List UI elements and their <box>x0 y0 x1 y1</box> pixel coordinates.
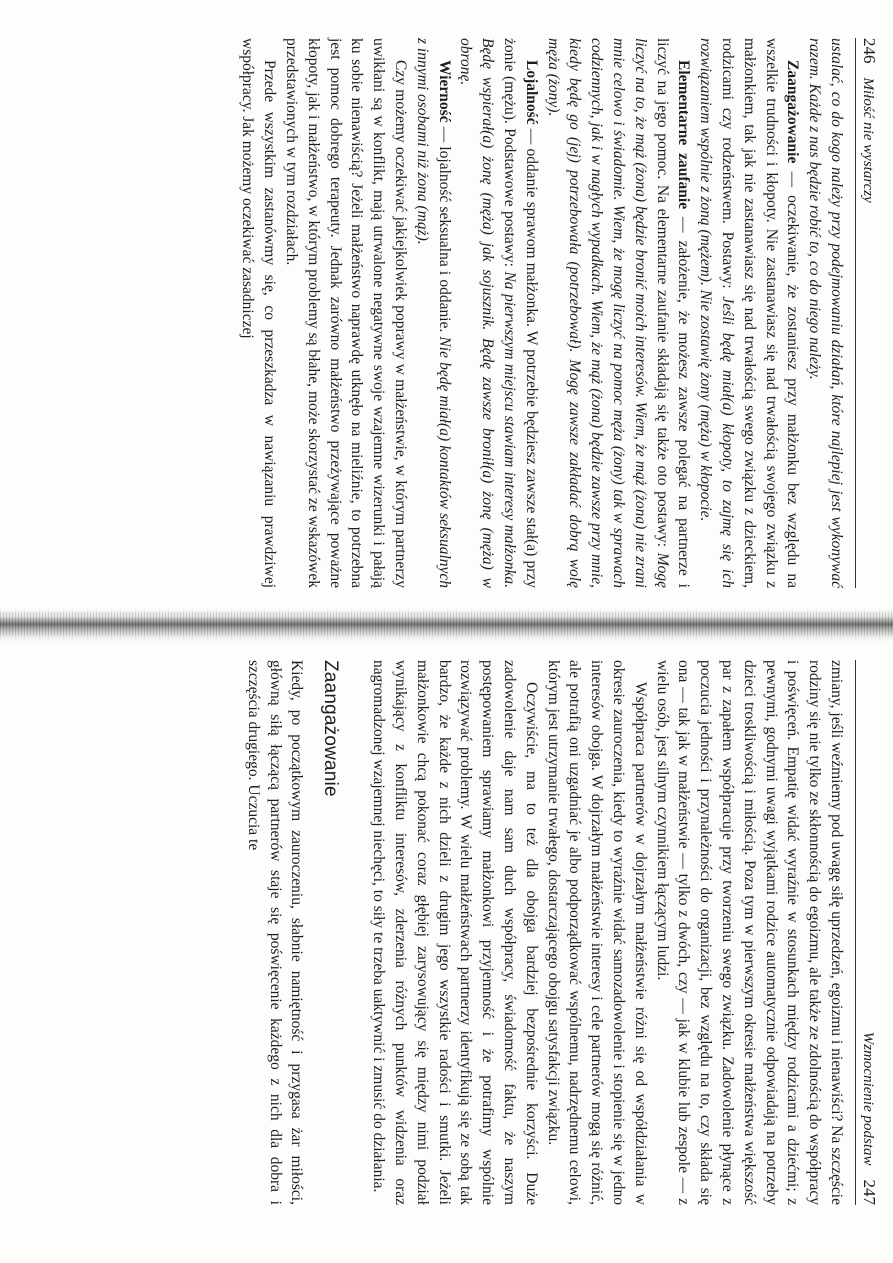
term-heading: Wierność <box>435 60 453 123</box>
paragraph <box>280 38 411 588</box>
paragraph <box>542 660 651 1205</box>
text-run: Nie będę miał(a) kontaktów seksualnych z innymi osobami niż żona (mąż). <box>413 38 453 589</box>
right-page-body <box>367 660 847 1205</box>
text-run: Kiedy, po początkowym zauroczeniu, słabnie namiętność i przygasa żar miłości, główną siłą łączącą partnerów staje się poświęcenie każdego z nich dla dobra i szczęścia drugiego. Uczucia te <box>244 660 306 1205</box>
term-heading: Zaangażowanie <box>784 60 802 164</box>
text-run: Jeśli będę miał(a) kłopoty, to zajmę się ich rozwiązaniem wspólnie z żoną (mężem). Nie zostawię żony (męża) w kłopocie. <box>697 38 737 588</box>
section-body <box>242 660 307 1205</box>
text-run: ustalać, co do kogo należy przy podejmowaniu działań, które najlepiej jest wykonywać razem. Każde z nas będzie robić to, co do niego należy. <box>806 38 845 588</box>
text-run: — oddanie sprawom małżonka. W potrzebie będziesz zawsze stał(a) przy żonie (mężu). Podstawowe postawy: <box>501 38 540 588</box>
text-run: Na pierwszym miejscu stawiam interesy małżonka. Będę wspierał(a) żonę (męża) jak sojusznik. Będę zawsze bronił(a) żonę (męża) w obronę. <box>457 38 519 588</box>
text-run: zmiany, jeśli weźmiemy pod uwagę siłę uprzedzeń, egoizmu i nienawiści? Na szczęście rodziny się nie tylko ze skłonnością do egoizmu, ale także ze zdolnością do współpracy i poświęceń. Empatię widać wyraźnie w stosunkach między rodzicami a dziećmi; z pewnymi, godnymi uwagi wyjątkami rodzice automatycznie odpowiadają na potrzeby dzieci troskliwością i miłością. Poza tym w pierwszym okresie małżeństwa większość par z zapałem współpracuje przy tworzeniu swego związku. Zadowolenie płynące z poczucia jedności i przynależności do organizacji, bez względu na to, czy składa się ona — tak jak w małżeństwie — tylko z dwóch, czy — jak w klubie lub zespole — z wielu osób, jest silnym czynnikiem łączącym ludzi. <box>653 660 845 1205</box>
term-heading: Lojalność <box>522 60 540 125</box>
page-number-left: 246 <box>860 38 879 64</box>
right-page <box>0 640 893 1263</box>
text-run: — założenie, że możesz zawsze polegać na partnerze i liczyć na jego pomoc. Na elementarne zaufanie składają się także oto postawy: <box>653 38 693 588</box>
section-heading: Zaangażowanie <box>320 660 342 797</box>
gutter-scan-noise <box>0 612 893 636</box>
page-number-right: 247 <box>860 1179 879 1205</box>
running-head-right <box>855 660 879 1205</box>
text-run: Mogę liczyć na to, że mąż (żona) będzie bronić moich interesów. Wiem, że mąż (żona) nie zrani mnie celowo i świadomie. Wiem, że mogę liczyć na pomoc męża (żony) tak w sprawach codziennych, jak i w nagłych wypadkach. Wiem, że mąż (żona) będzie zawsze przy mnie, kiedy będę go (jej) potrzebowała (potrzebował). Mogę zawsze zakładać dobrą wolę męża (żony). <box>544 38 671 588</box>
paragraph <box>651 660 847 1205</box>
text-run: Współpraca partnerów w dojrzałym małżeństwie różni się od współdziałania w okresie zauroczenia, kiedy to wyraźnie widać samozadowolenie i stopienie się w jedno interesów obojga. W dojrzałym małżeństwie interesy i cele partnerów mogą się różnić, ale potrafią oni uzgadniać je albo podporządkować wspólnemu, nadrzędnemu celowi, którym jest utrzymanie trwałego, dostarczającego obojgu satysfakcji związku. <box>544 660 649 1205</box>
paragraph <box>411 38 455 588</box>
paragraph <box>694 38 803 588</box>
left-page-body <box>237 38 847 588</box>
running-title-right: Wzmocnienie podstaw <box>860 1031 876 1166</box>
text-run: — oczekiwanie, że zostaniesz przy małżonku bez względu na wszelkie trudności i kłopoty. Nie zastanawiasz się nad trwałością swojego związku z małżonkiem, tak jak nie zastanawiasz się nad trwałością swego związku z dzieckiem, rodzicami czy rodzeństwem. Postawy: <box>719 38 802 588</box>
paragraph <box>455 38 542 588</box>
text-run: Oczywiście, ma to też dla obojga bardziej bezpośrednie korzyści. Duże zadowolenie daje nam sam duch współpracy, świadomość faktu, że naszym postępowaniem sprawiamy małżonkowi przyjemność i że potrafimy wspólnie rozwiązywać problemy. W wielu małżeństwach partnerzy identyfikują się ze sobą tak bardzo, że każde z nich dzieli z drugim jego wszystkie radości i smutki. Jeżeli małżonkowie chcą pokonać coraz głębiej zarysowujący się między nimi podział wynikający z konfliktu interesów, zderzenia różnych punktów widzenia oraz nagromadzonej wzajemnej niechęci, to siły te trzeba uaktywnić i zmusić do działania. <box>370 660 540 1205</box>
running-head-left <box>855 38 879 588</box>
text-run: Przede wszystkim zastanówmy się, co przeszkadza w nawiązaniu prawdziwej współpracy. Jak możemy oczekiwać zasadniczej <box>239 38 279 588</box>
term-heading: Elementarne zaufanie <box>675 60 693 210</box>
left-page <box>0 0 893 610</box>
running-title-left: Miłość nie wystarczy <box>860 77 876 203</box>
paragraph <box>803 38 847 588</box>
paragraph <box>237 38 281 588</box>
paragraph <box>242 660 307 1205</box>
paragraph <box>367 660 541 1205</box>
paragraph <box>542 38 695 588</box>
text-run: Czy możemy oczekiwać jakiejkolwiek poprawy w małżeństwie, w którym partnerzy uwikłani są w konflikt, mają utrwalone negatywne swoje wzajemne wizerunki i pałają ku sobie nienawiścią? Jeżeli małżeństwo naprawdę utknęło na mieliźnie, to potrzebna jest pomoc dobrego terapeuty. Jednak zarówno małżeństwo przeżywające poważne kłopoty, jak i małżeństwo, w którym problemy są błahe, może skorzystać ze wskazówek przedstawionych w tym rozdziałach. <box>283 38 410 588</box>
text-run: — lojalność seksualna i oddanie. <box>435 122 453 337</box>
